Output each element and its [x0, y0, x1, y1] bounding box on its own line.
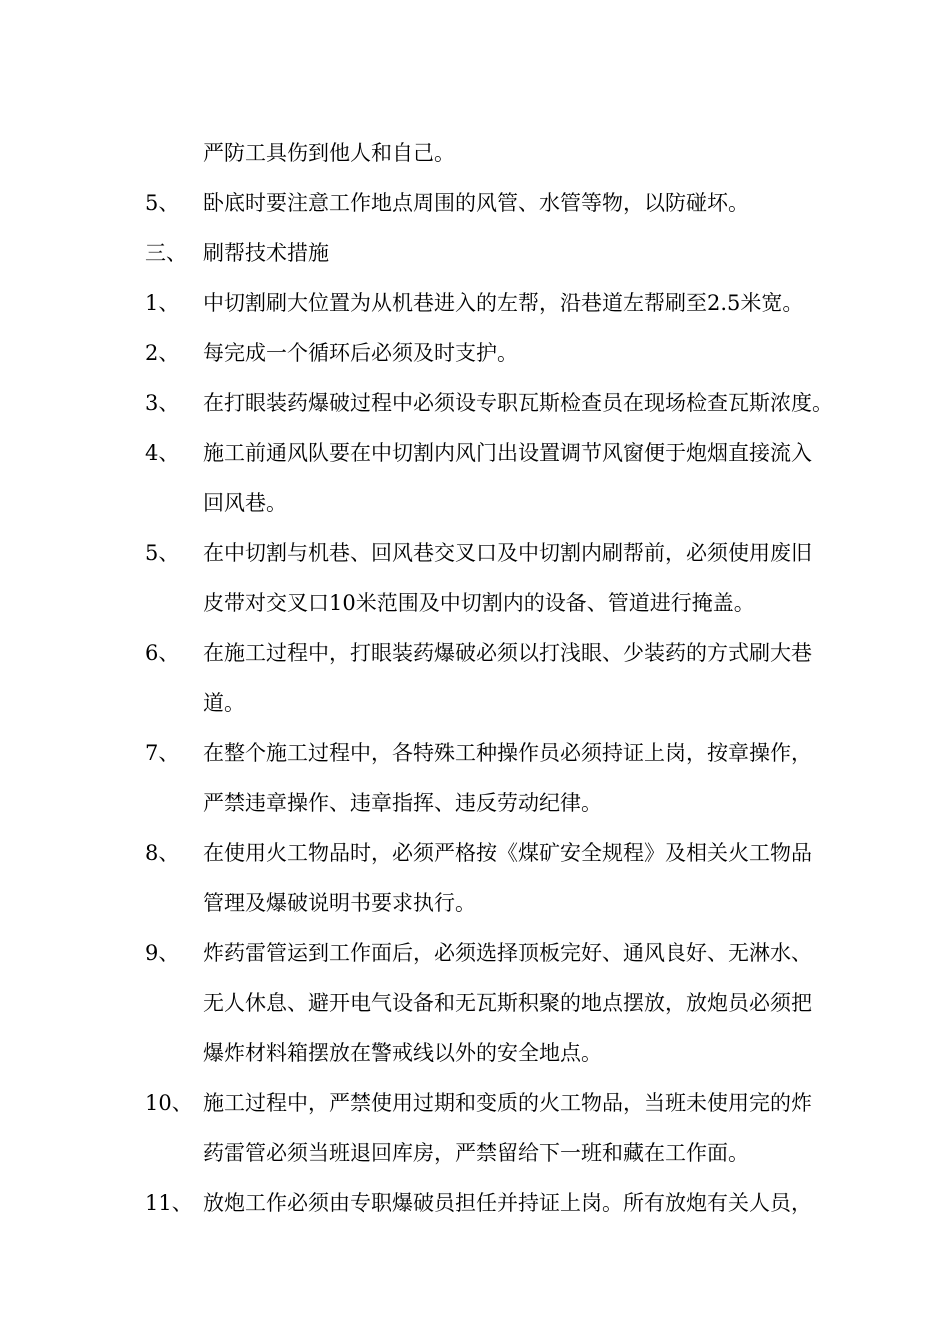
item-number: 10、: [145, 1091, 193, 1115]
line-text: 回风巷。: [203, 491, 287, 515]
item-number: 11、: [145, 1191, 193, 1215]
section-title: 刷帮技术措施: [203, 241, 329, 265]
line-text: 皮带对交叉口10米范围及中切割内的设备、管道进行掩盖。: [203, 591, 755, 615]
line-text: 爆炸材料箱摆放在警戒线以外的安全地点。: [203, 1041, 602, 1065]
line-text: 在使用火工物品时，必须严格按《煤矿安全规程》及相关火工物品: [203, 841, 812, 865]
line-text: 施工前通风队要在中切割内风门出设置调节风窗便于炮烟直接流入: [203, 441, 812, 465]
list-item: [0, 533, 950, 573]
line-text: 每完成一个循环后必须及时支护。: [203, 341, 518, 365]
list-item: [0, 733, 950, 773]
line-text: 无人休息、避开电气设备和无瓦斯积聚的地点摆放，放炮员必须把: [203, 991, 812, 1015]
list-item-continuation: [0, 483, 950, 523]
line-text: 药雷管必须当班退回库房，严禁留给下一班和藏在工作面。: [203, 1141, 749, 1165]
item-number: 6、: [145, 641, 180, 665]
item-number: 9、: [145, 941, 180, 965]
line-text: 在中切割与机巷、回风巷交叉口及中切割内刷帮前，必须使用废旧: [203, 541, 812, 565]
line-text: 在打眼装药爆破过程中必须设专职瓦斯检查员在现场检查瓦斯浓度。: [203, 391, 833, 415]
line-text: 管理及爆破说明书要求执行。: [203, 891, 476, 915]
list-item-continuation: [0, 783, 950, 823]
list-item: [0, 283, 950, 323]
item-number: 8、: [145, 841, 180, 865]
item-number: 1、: [145, 291, 180, 315]
item-number: 7、: [145, 741, 180, 765]
list-item: [0, 383, 950, 423]
item-number: 5、: [145, 541, 180, 565]
list-item-continuation: [0, 683, 950, 723]
list-item-continuation: [0, 583, 950, 623]
line-text: 在整个施工过程中，各特殊工种操作员必须持证上岗，按章操作，: [203, 741, 812, 765]
list-item: [0, 183, 950, 223]
line-text: 道。: [203, 691, 245, 715]
list-item-continuation: [0, 1133, 950, 1173]
list-item-continuation: [0, 983, 950, 1023]
list-item: [0, 333, 950, 373]
line-text: 中切割刷大位置为从机巷进入的左帮，沿巷道左帮刷至2.5米宽。: [203, 291, 804, 315]
paragraph-line: [0, 133, 950, 173]
item-number: 2、: [145, 341, 180, 365]
line-text: 放炮工作必须由专职爆破员担任并持证上岗。所有放炮有关人员，: [203, 1191, 812, 1215]
list-item: [0, 1183, 950, 1223]
list-item-continuation: [0, 1033, 950, 1073]
list-item: [0, 433, 950, 473]
line-text: 严禁违章操作、违章指挥、违反劳动纪律。: [203, 791, 602, 815]
item-number: 5、: [145, 191, 180, 215]
list-item: [0, 633, 950, 673]
line-text: 严防工具伤到他人和自己。: [203, 141, 455, 165]
line-text: 施工过程中，严禁使用过期和变质的火工物品，当班未使用完的炸: [203, 1091, 812, 1115]
item-number: 4、: [145, 441, 180, 465]
list-item: [0, 933, 950, 973]
line-text: 在施工过程中，打眼装药爆破必须以打浅眼、少装药的方式刷大巷: [203, 641, 812, 665]
list-item-continuation: [0, 883, 950, 923]
section-number: 三、: [145, 241, 187, 265]
list-item: [0, 1083, 950, 1123]
item-number: 3、: [145, 391, 180, 415]
line-text: 卧底时要注意工作地点周围的风管、水管等物，以防碰坏。: [203, 191, 749, 215]
section-heading: [0, 233, 950, 273]
list-item: [0, 833, 950, 873]
line-text: 炸药雷管运到工作面后，必须选择顶板完好、通风良好、无淋水、: [203, 941, 812, 965]
